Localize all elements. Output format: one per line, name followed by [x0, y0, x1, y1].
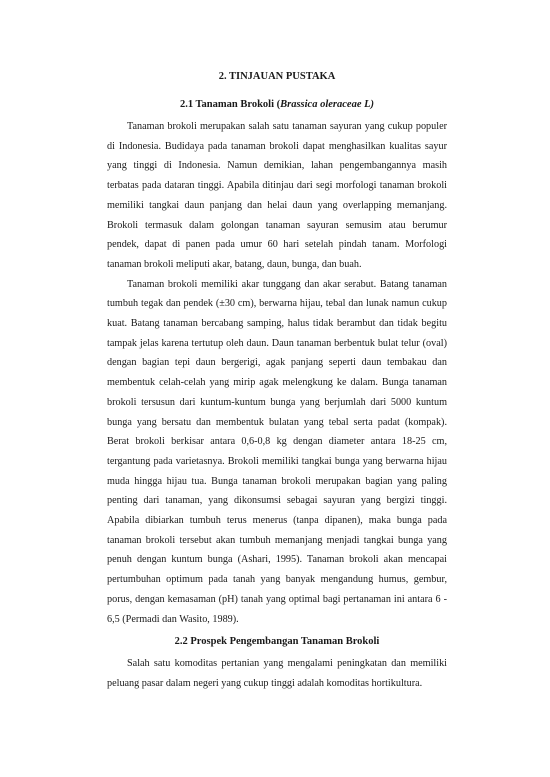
page-content [107, 70, 447, 694]
section-title-2-2: 2.2 Prospek Pengembangan Tanaman Brokoli [174, 636, 380, 648]
section-title-2-1 [107, 98, 447, 112]
chapter-title: 2. TINJAUAN PUSTAKA [218, 71, 336, 82]
paragraph-2: Tanaman brokoli memiliki akar tunggang dan akar serabut. Batang tanaman tumbuh tegak dan pendek (±30 cm), berwarna hijau, tebal dan lunak namun cukup kuat. Batang tanaman bercabang samping, halus tidak berambut dan tidak begitu tampak jelas karena tertutup oleh daun. Daun tanaman berbentuk bulat telur (oval) dengan bagian tepi daun bergerigi, agak panjang seperti daun tembakau dan membentuk celah-celah yang mirip agak melengkung ke dalam. Bunga tanaman brokoli tersusun dari kuntum-kuntum bunga yang berjumlah dari 5000 kuntum bunga yang bersatu dan membentuk bulatan yang tebal serta padat (kompak). Berat brokoli berkisar antara 0,6-0,8 kg dengan diameter antara 18-25 cm, tergantung pada varietasnya. Brokoli memiliki tangkai bunga yang berwarna hijau muda hingga hijau tua. Bunga tanaman brokoli merupakan bagian yang paling penting dari tanaman, yang dikonsumsi sebagai sayuran yang bergizi tinggi. Apabila dibiarkan tumbuh terus menerus (tanpa dipanen), maka bunga pada tanaman brokoli tersebut akan tumbuh memanjang menjadi tangkai bunga yang penuh dengan kuntum bunga (Ashari, 1995). Tanaman brokoli akan mencapai pertumbuhan optimum pada tanah yang banyak mengandung humus, gembur, porus, dengan kemasaman (pH) tanah yang optimal bagi pertanaman ini antara 6 - 6,5 (Permadi dan Wasito, 1989). [107, 278, 447, 625]
section-title-prefix: 2.1 Tanaman Brokoli ( [179, 99, 281, 110]
paragraph-3: Salah satu komoditas pertanian yang mengalami peningkatan dan memiliki peluang pasar dalam negeri yang cukup tinggi adalah komoditas hortikultura. [107, 658, 447, 689]
paragraph-1: Tanaman brokoli merupakan salah satu tanaman sayuran yang cukup populer di Indonesia. Budidaya pada tanaman brokoli dapat menghasilkan kualitas sayur yang tinggi di Indonesia. Namun demikian, lahan pengembangannya masih terbatas pada dataran tinggi. Apabila ditinjau dari segi morfologi tanaman brokoli memiliki tangkai daun panjang dan helai daun yang overlapping memanjang. Brokoli termasuk dalam golongan tanaman sayuran semusim atau berumur pendek, dapat di panen pada umur 60 hari setelah pindah tanam. Morfologi tanaman brokoli meliputi akar, batang, daun, bunga, dan buah. [107, 121, 447, 270]
section-title-latin: Brassica oleraceae L) [280, 99, 375, 110]
